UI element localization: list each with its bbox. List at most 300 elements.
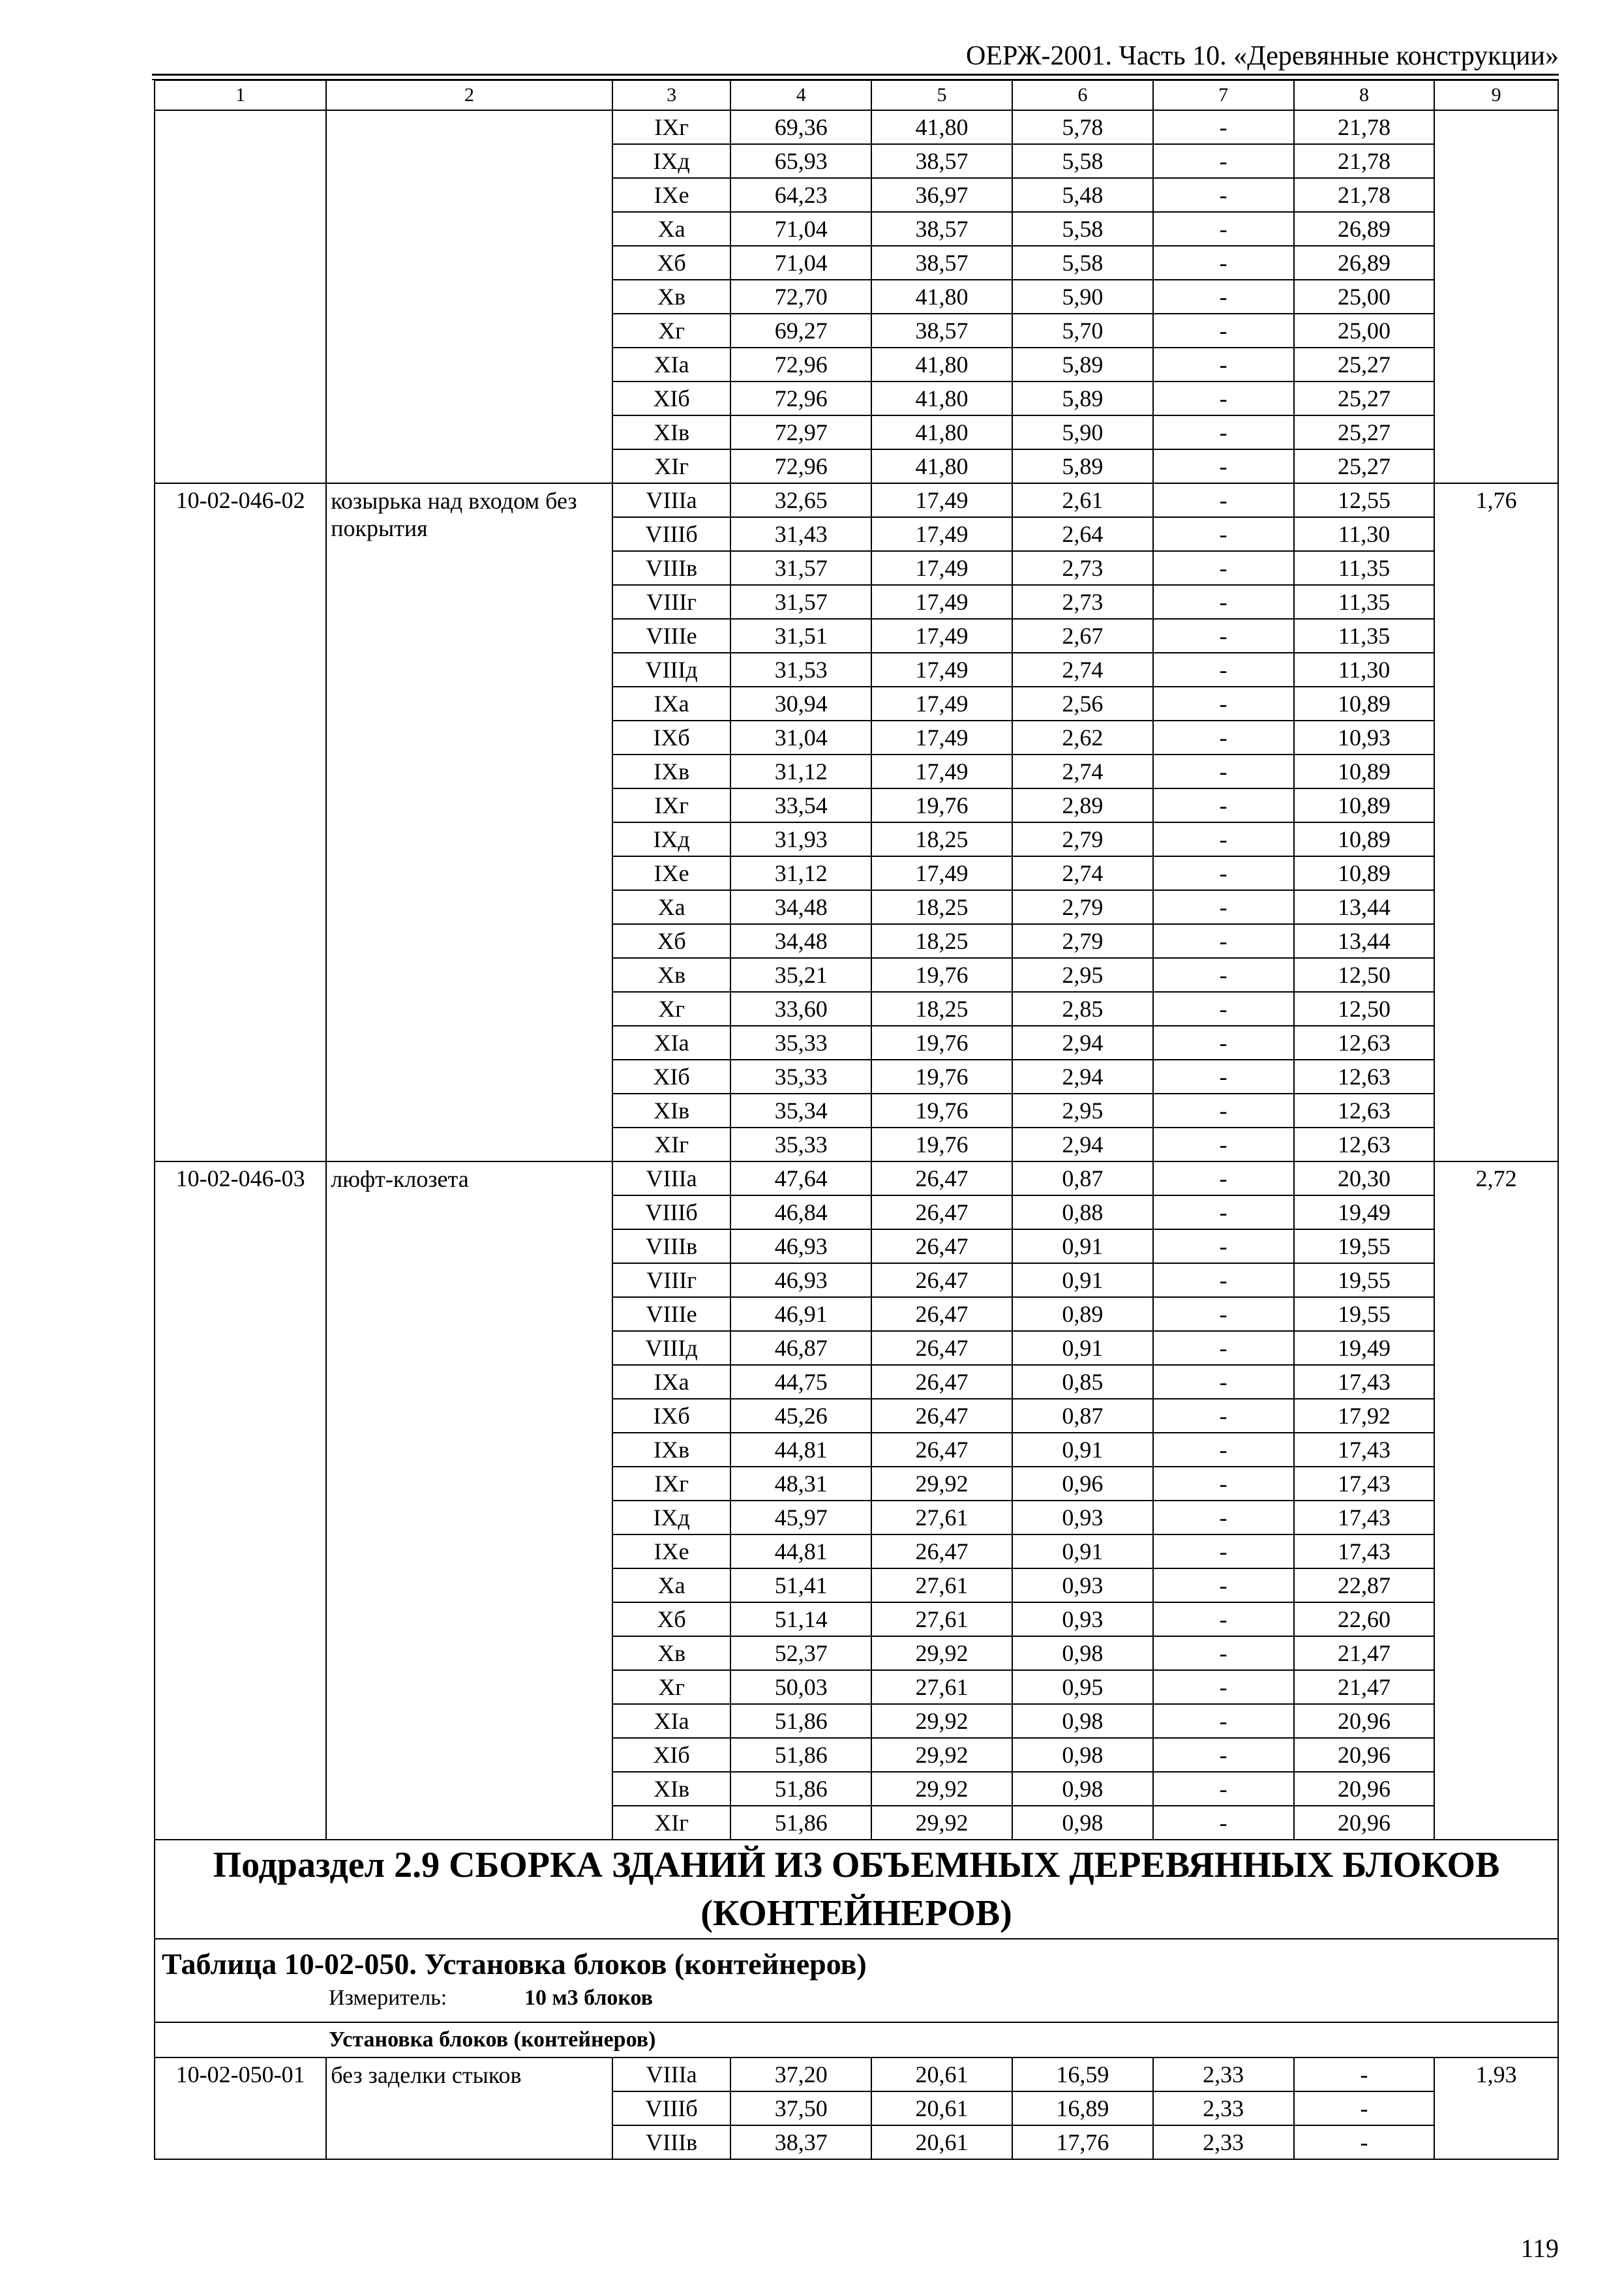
value-cell: 30,94 xyxy=(730,687,871,721)
value-cell: 21,47 xyxy=(1294,1670,1435,1704)
value-cell: VIIIд xyxy=(612,1331,731,1365)
value-cell: Xб xyxy=(612,246,731,280)
value-cell: 2,64 xyxy=(1012,517,1153,551)
value-cell: 21,47 xyxy=(1294,1636,1435,1670)
value-cell: 41,80 xyxy=(871,348,1012,382)
col9-cell xyxy=(1434,110,1558,483)
column-number-cell: 8 xyxy=(1294,80,1435,110)
value-cell: 31,04 xyxy=(730,721,871,755)
value-cell: 20,96 xyxy=(1294,1806,1435,1840)
value-cell: 20,61 xyxy=(871,2091,1012,2125)
value-cell: - xyxy=(1153,1365,1294,1399)
norm-description-cell xyxy=(326,110,612,483)
value-cell: 2,95 xyxy=(1012,958,1153,992)
value-cell: IXб xyxy=(612,721,731,755)
value-cell: 31,57 xyxy=(730,585,871,619)
value-cell: IXд xyxy=(612,144,731,178)
value-cell: 0,88 xyxy=(1012,1195,1153,1229)
value-cell: 27,61 xyxy=(871,1670,1012,1704)
value-cell: 72,97 xyxy=(730,415,871,449)
value-cell: XIв xyxy=(612,415,731,449)
value-cell: 10,89 xyxy=(1294,822,1435,856)
value-cell: 26,47 xyxy=(871,1263,1012,1297)
value-cell: 2,79 xyxy=(1012,924,1153,958)
value-cell: - xyxy=(1153,382,1294,415)
norms-table xyxy=(154,80,1559,2160)
table-title-row xyxy=(155,1939,1558,2022)
value-cell: Xг xyxy=(612,992,731,1026)
page-header-title: ОЕРЖ-2001. Часть 10. «Деревянные конструкции» xyxy=(966,41,1559,71)
value-cell: - xyxy=(1153,1670,1294,1704)
value-cell: 35,33 xyxy=(730,1128,871,1161)
value-cell: 10,89 xyxy=(1294,687,1435,721)
value-cell: 5,58 xyxy=(1012,212,1153,246)
value-cell: - xyxy=(1153,1331,1294,1365)
value-cell: 41,80 xyxy=(871,382,1012,415)
value-cell: - xyxy=(1294,2125,1435,2159)
value-cell: VIIIе xyxy=(612,1297,731,1331)
value-cell: - xyxy=(1153,551,1294,585)
value-cell: 34,48 xyxy=(730,924,871,958)
value-cell: 71,04 xyxy=(730,212,871,246)
value-cell: 52,37 xyxy=(730,1636,871,1670)
value-cell: 0,89 xyxy=(1012,1297,1153,1331)
value-cell: 2,95 xyxy=(1012,1094,1153,1128)
value-cell: 20,30 xyxy=(1294,1161,1435,1195)
section-row xyxy=(155,1840,1558,1939)
value-cell: XIa xyxy=(612,1704,731,1738)
value-cell: 0,87 xyxy=(1012,1399,1153,1433)
value-cell: - xyxy=(1153,822,1294,856)
value-cell: - xyxy=(1153,1297,1294,1331)
value-cell: 27,61 xyxy=(871,1568,1012,1602)
value-cell: IXб xyxy=(612,1399,731,1433)
value-cell: - xyxy=(1153,314,1294,348)
value-cell: 17,43 xyxy=(1294,1501,1435,1534)
value-cell: IXд xyxy=(612,822,731,856)
value-cell: - xyxy=(1153,788,1294,822)
norm-code-cell xyxy=(155,110,326,483)
value-cell: 12,63 xyxy=(1294,1128,1435,1161)
value-cell: 21,78 xyxy=(1294,178,1435,212)
value-cell: 12,63 xyxy=(1294,1094,1435,1128)
value-cell: 71,04 xyxy=(730,246,871,280)
value-cell: IXе xyxy=(612,178,731,212)
value-cell: 38,57 xyxy=(871,246,1012,280)
value-cell: - xyxy=(1153,1161,1294,1195)
value-cell: 11,35 xyxy=(1294,551,1435,585)
value-cell: VIIIa xyxy=(612,1161,731,1195)
value-cell: 27,61 xyxy=(871,1602,1012,1636)
value-cell: 22,87 xyxy=(1294,1568,1435,1602)
value-cell: 19,76 xyxy=(871,1026,1012,1060)
value-cell: 26,47 xyxy=(871,1229,1012,1263)
value-cell: 35,33 xyxy=(730,1060,871,1094)
value-cell: 17,76 xyxy=(1012,2125,1153,2159)
value-cell: 51,86 xyxy=(730,1738,871,1772)
value-cell: 20,96 xyxy=(1294,1704,1435,1738)
value-cell: - xyxy=(1153,144,1294,178)
value-cell: 44,81 xyxy=(730,1433,871,1467)
value-cell: VIIIв xyxy=(612,551,731,585)
value-cell: 26,47 xyxy=(871,1195,1012,1229)
value-cell: - xyxy=(1153,687,1294,721)
value-cell: 26,89 xyxy=(1294,212,1435,246)
value-cell: 17,49 xyxy=(871,856,1012,890)
value-cell: 13,44 xyxy=(1294,924,1435,958)
column-number-cell: 6 xyxy=(1012,80,1153,110)
value-cell: 26,47 xyxy=(871,1365,1012,1399)
value-cell: VIIIб xyxy=(612,1195,731,1229)
value-cell: - xyxy=(1153,1128,1294,1161)
value-cell: 31,12 xyxy=(730,755,871,788)
norm-description-cell: люфт-клозета xyxy=(326,1161,612,1840)
value-cell: 17,49 xyxy=(871,483,1012,517)
value-cell: 13,44 xyxy=(1294,890,1435,924)
value-cell: 36,97 xyxy=(871,178,1012,212)
value-cell: - xyxy=(1153,1806,1294,1840)
value-cell: 17,49 xyxy=(871,721,1012,755)
value-cell: 0,85 xyxy=(1012,1365,1153,1399)
value-cell: 2,73 xyxy=(1012,585,1153,619)
value-cell: 0,98 xyxy=(1012,1806,1153,1840)
value-cell: 65,93 xyxy=(730,144,871,178)
value-cell: - xyxy=(1153,755,1294,788)
col9-cell: 2,72 xyxy=(1434,1161,1558,1840)
value-cell: - xyxy=(1153,1534,1294,1568)
value-cell: 0,98 xyxy=(1012,1738,1153,1772)
value-cell: - xyxy=(1153,1501,1294,1534)
value-cell: 41,80 xyxy=(871,280,1012,314)
value-cell: 2,74 xyxy=(1012,856,1153,890)
value-cell: 18,25 xyxy=(871,822,1012,856)
value-cell: 41,80 xyxy=(871,110,1012,144)
value-cell: - xyxy=(1153,483,1294,517)
value-cell: 69,36 xyxy=(730,110,871,144)
value-cell: - xyxy=(1153,924,1294,958)
norm-code-cell: 10-02-046-02 xyxy=(155,483,326,1161)
value-cell: IXг xyxy=(612,1467,731,1501)
value-cell: 0,87 xyxy=(1012,1161,1153,1195)
norm-code-cell: 10-02-046-03 xyxy=(155,1161,326,1840)
value-cell: 26,89 xyxy=(1294,246,1435,280)
value-cell: VIIIг xyxy=(612,1263,731,1297)
value-cell: VIIIд xyxy=(612,653,731,687)
value-cell: 35,34 xyxy=(730,1094,871,1128)
value-cell: 17,49 xyxy=(871,653,1012,687)
value-cell: 2,73 xyxy=(1012,551,1153,585)
value-cell: 29,92 xyxy=(871,1806,1012,1840)
value-cell: 38,57 xyxy=(871,314,1012,348)
value-cell: - xyxy=(1153,653,1294,687)
value-cell: - xyxy=(1153,1229,1294,1263)
value-cell: 20,61 xyxy=(871,2125,1012,2159)
section-title: Подраздел 2.9 СБОРКА ЗДАНИЙ ИЗ ОБЪЕМНЫХ ДЕРЕВЯННЫХ БЛОКОВ (КОНТЕЙНЕРОВ) xyxy=(155,1840,1558,1939)
value-cell: 0,91 xyxy=(1012,1229,1153,1263)
value-cell: 2,33 xyxy=(1153,2057,1294,2091)
value-cell: 5,90 xyxy=(1012,280,1153,314)
value-cell: Xб xyxy=(612,1602,731,1636)
value-cell: 2,74 xyxy=(1012,653,1153,687)
value-cell: - xyxy=(1153,619,1294,653)
value-cell: 50,03 xyxy=(730,1670,871,1704)
value-cell: Xв xyxy=(612,280,731,314)
value-cell: 45,26 xyxy=(730,1399,871,1433)
value-cell: 31,12 xyxy=(730,856,871,890)
value-cell: 2,79 xyxy=(1012,822,1153,856)
value-cell: 46,87 xyxy=(730,1331,871,1365)
value-cell: 33,54 xyxy=(730,788,871,822)
value-cell: 17,49 xyxy=(871,585,1012,619)
value-cell: - xyxy=(1153,449,1294,483)
value-cell: 25,27 xyxy=(1294,449,1435,483)
value-cell: 17,49 xyxy=(871,619,1012,653)
value-cell: IXв xyxy=(612,1433,731,1467)
value-cell: 0,96 xyxy=(1012,1467,1153,1501)
value-cell: Xг xyxy=(612,1670,731,1704)
value-cell: 0,98 xyxy=(1012,1704,1153,1738)
value-cell: 29,92 xyxy=(871,1704,1012,1738)
value-cell: 26,47 xyxy=(871,1399,1012,1433)
measure-label: Измеритель: xyxy=(329,1986,447,2010)
value-cell: 12,63 xyxy=(1294,1026,1435,1060)
value-cell: 46,93 xyxy=(730,1229,871,1263)
value-cell: 2,62 xyxy=(1012,721,1153,755)
value-cell: 29,92 xyxy=(871,1738,1012,1772)
value-cell: 16,89 xyxy=(1012,2091,1153,2125)
column-number-cell: 9 xyxy=(1434,80,1558,110)
value-cell: - xyxy=(1153,1568,1294,1602)
value-cell: 17,49 xyxy=(871,755,1012,788)
value-cell: 16,59 xyxy=(1012,2057,1153,2091)
value-cell: IXе xyxy=(612,856,731,890)
value-cell: - xyxy=(1153,1772,1294,1806)
value-cell: Xa xyxy=(612,890,731,924)
value-cell: - xyxy=(1153,212,1294,246)
value-cell: - xyxy=(1153,890,1294,924)
value-cell: 12,63 xyxy=(1294,1060,1435,1094)
value-cell: 2,94 xyxy=(1012,1060,1153,1094)
value-cell: 10,89 xyxy=(1294,788,1435,822)
value-cell: Xa xyxy=(612,1568,731,1602)
value-cell: 26,47 xyxy=(871,1534,1012,1568)
value-cell: - xyxy=(1153,1060,1294,1094)
value-cell: 2,89 xyxy=(1012,788,1153,822)
value-cell: 21,78 xyxy=(1294,144,1435,178)
measure-value: 10 м3 блоков xyxy=(524,1986,654,2010)
value-cell: - xyxy=(1153,856,1294,890)
value-cell: IXв xyxy=(612,755,731,788)
value-cell: 0,98 xyxy=(1012,1636,1153,1670)
value-cell: VIIIг xyxy=(612,585,731,619)
value-cell: 2,67 xyxy=(1012,619,1153,653)
header-rule xyxy=(152,74,1559,76)
value-cell: IXa xyxy=(612,1365,731,1399)
value-cell: XIб xyxy=(612,1738,731,1772)
column-number-cell: 5 xyxy=(871,80,1012,110)
value-cell: Xг xyxy=(612,314,731,348)
value-cell: Xв xyxy=(612,1636,731,1670)
value-cell: 26,47 xyxy=(871,1331,1012,1365)
value-cell: 2,33 xyxy=(1153,2091,1294,2125)
norm-description-cell: без заделки стыков xyxy=(326,2057,612,2159)
value-cell: 44,75 xyxy=(730,1365,871,1399)
value-cell: 5,89 xyxy=(1012,382,1153,415)
value-cell: VIIIе xyxy=(612,619,731,653)
value-cell: 45,97 xyxy=(730,1501,871,1534)
value-cell: 51,14 xyxy=(730,1602,871,1636)
value-cell: - xyxy=(1153,1263,1294,1297)
value-cell: 18,25 xyxy=(871,992,1012,1026)
value-cell: - xyxy=(1153,1433,1294,1467)
value-cell: 19,76 xyxy=(871,1128,1012,1161)
value-cell: - xyxy=(1294,2057,1435,2091)
column-number-cell: 1 xyxy=(155,80,326,110)
value-cell: Xб xyxy=(612,924,731,958)
value-cell: 32,65 xyxy=(730,483,871,517)
value-cell: - xyxy=(1153,110,1294,144)
value-cell: 17,49 xyxy=(871,517,1012,551)
value-cell: 25,00 xyxy=(1294,314,1435,348)
value-cell: - xyxy=(1153,246,1294,280)
value-cell: 72,96 xyxy=(730,449,871,483)
value-cell: 19,49 xyxy=(1294,1331,1435,1365)
value-cell: 18,25 xyxy=(871,890,1012,924)
value-cell: 72,96 xyxy=(730,348,871,382)
value-cell: 25,27 xyxy=(1294,348,1435,382)
value-cell: 29,92 xyxy=(871,1467,1012,1501)
value-cell: 17,43 xyxy=(1294,1365,1435,1399)
value-cell: - xyxy=(1153,1094,1294,1128)
value-cell: 0,93 xyxy=(1012,1568,1153,1602)
value-cell: 10,93 xyxy=(1294,721,1435,755)
value-cell: - xyxy=(1153,1636,1294,1670)
value-cell: 12,50 xyxy=(1294,992,1435,1026)
value-cell: 19,55 xyxy=(1294,1297,1435,1331)
value-cell: - xyxy=(1153,721,1294,755)
value-cell: 31,53 xyxy=(730,653,871,687)
value-cell: IXе xyxy=(612,1534,731,1568)
value-cell: 44,81 xyxy=(730,1534,871,1568)
value-cell: 12,50 xyxy=(1294,958,1435,992)
value-cell: 35,33 xyxy=(730,1026,871,1060)
value-cell: 51,86 xyxy=(730,1806,871,1840)
value-cell: 5,78 xyxy=(1012,110,1153,144)
value-cell: VIIIв xyxy=(612,1229,731,1263)
measure-line xyxy=(162,1984,1551,2012)
value-cell: VIIIa xyxy=(612,483,731,517)
value-cell: Xв xyxy=(612,958,731,992)
value-cell: 0,91 xyxy=(1012,1534,1153,1568)
value-cell: 17,49 xyxy=(871,551,1012,585)
value-cell: - xyxy=(1153,1602,1294,1636)
value-cell: 31,43 xyxy=(730,517,871,551)
value-cell: XIб xyxy=(612,1060,731,1094)
value-cell: 29,92 xyxy=(871,1772,1012,1806)
col9-cell: 1,76 xyxy=(1434,483,1558,1161)
value-cell: 0,93 xyxy=(1012,1602,1153,1636)
value-cell: VIIIб xyxy=(612,517,731,551)
value-cell: 26,47 xyxy=(871,1297,1012,1331)
value-cell: 17,49 xyxy=(871,687,1012,721)
value-cell: - xyxy=(1153,517,1294,551)
value-cell: 11,30 xyxy=(1294,517,1435,551)
value-cell: 5,89 xyxy=(1012,449,1153,483)
value-cell: 19,55 xyxy=(1294,1263,1435,1297)
value-cell: VIIIб xyxy=(612,2091,731,2125)
value-cell: 31,93 xyxy=(730,822,871,856)
value-cell: 38,37 xyxy=(730,2125,871,2159)
value-cell: 2,74 xyxy=(1012,755,1153,788)
page-number: 119 xyxy=(1520,2234,1559,2263)
value-cell: 35,21 xyxy=(730,958,871,992)
subheading-row xyxy=(155,2022,1558,2057)
value-cell: 2,94 xyxy=(1012,1026,1153,1060)
value-cell: 0,98 xyxy=(1012,1772,1153,1806)
value-cell: 41,80 xyxy=(871,449,1012,483)
value-cell: 72,96 xyxy=(730,382,871,415)
value-cell: IXг xyxy=(612,110,731,144)
value-cell: 11,35 xyxy=(1294,585,1435,619)
value-cell: 19,49 xyxy=(1294,1195,1435,1229)
table-row xyxy=(155,110,1558,144)
value-cell: Xa xyxy=(612,212,731,246)
value-cell: 5,58 xyxy=(1012,246,1153,280)
value-cell: 72,70 xyxy=(730,280,871,314)
value-cell: VIIIв xyxy=(612,2125,731,2159)
value-cell: - xyxy=(1294,2091,1435,2125)
value-cell: 38,57 xyxy=(871,212,1012,246)
value-cell: XIг xyxy=(612,1806,731,1840)
value-cell: 17,43 xyxy=(1294,1534,1435,1568)
value-cell: 5,70 xyxy=(1012,314,1153,348)
table-row xyxy=(155,1161,1558,1195)
value-cell: - xyxy=(1153,348,1294,382)
value-cell: 19,76 xyxy=(871,788,1012,822)
value-cell: 0,91 xyxy=(1012,1263,1153,1297)
value-cell: 5,48 xyxy=(1012,178,1153,212)
value-cell: 25,27 xyxy=(1294,415,1435,449)
value-cell: 33,60 xyxy=(730,992,871,1026)
value-cell: 5,90 xyxy=(1012,415,1153,449)
value-cell: 69,27 xyxy=(730,314,871,348)
value-cell: - xyxy=(1153,585,1294,619)
value-cell: 12,55 xyxy=(1294,483,1435,517)
value-cell: 2,85 xyxy=(1012,992,1153,1026)
value-cell: - xyxy=(1153,992,1294,1026)
value-cell: 38,57 xyxy=(871,144,1012,178)
value-cell: 0,95 xyxy=(1012,1670,1153,1704)
value-cell: 29,92 xyxy=(871,1636,1012,1670)
value-cell: 20,61 xyxy=(871,2057,1012,2091)
value-cell: - xyxy=(1153,1399,1294,1433)
value-cell: 51,86 xyxy=(730,1772,871,1806)
norm-code-cell: 10-02-050-01 xyxy=(155,2057,326,2159)
value-cell: - xyxy=(1153,1738,1294,1772)
value-cell: 2,61 xyxy=(1012,483,1153,517)
value-cell: - xyxy=(1153,178,1294,212)
value-cell: IXa xyxy=(612,687,731,721)
value-cell: 51,86 xyxy=(730,1704,871,1738)
value-cell: 11,30 xyxy=(1294,653,1435,687)
value-cell: VIIIa xyxy=(612,2057,731,2091)
value-cell: - xyxy=(1153,1195,1294,1229)
value-cell: 17,92 xyxy=(1294,1399,1435,1433)
norm-description-cell: козырька над входом без покрытия xyxy=(326,483,612,1161)
value-cell: 48,31 xyxy=(730,1467,871,1501)
value-cell: 0,91 xyxy=(1012,1433,1153,1467)
value-cell: - xyxy=(1153,958,1294,992)
